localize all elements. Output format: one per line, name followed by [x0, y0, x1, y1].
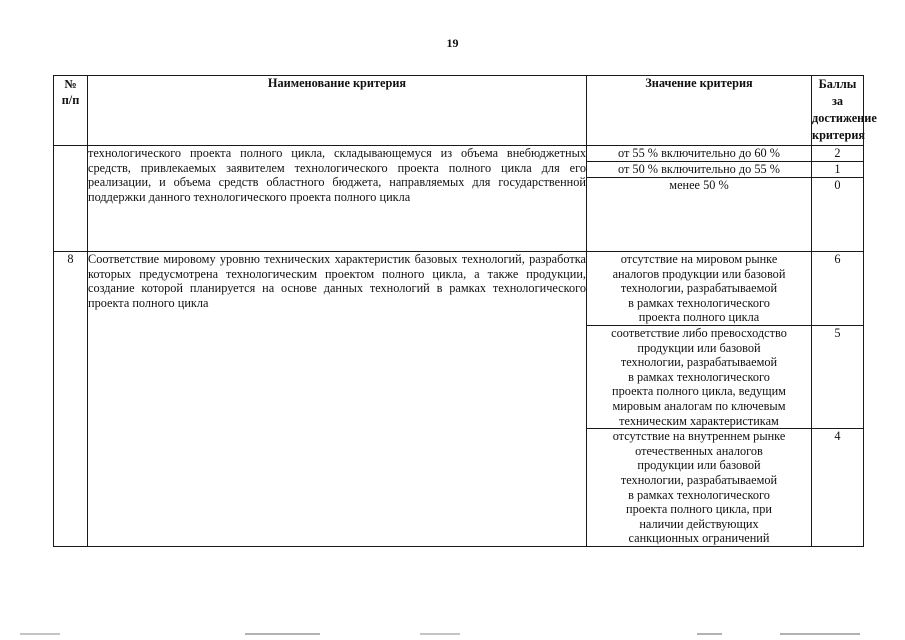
value-line: отсутствие на внутреннем рынке — [612, 429, 786, 444]
value-line: продукции или базовой — [637, 458, 761, 473]
value-line: в рамках технологического — [628, 487, 770, 502]
scan-artifact-line — [780, 633, 860, 635]
value-line: технологии, разрабатываемой — [620, 281, 778, 296]
value-line: наличии действующих — [639, 516, 759, 531]
criteria-table — [53, 75, 877, 547]
value-line: санкционных ограничений — [628, 531, 770, 546]
table-row — [54, 146, 864, 162]
value-line: технологии, разрабатываемой — [620, 355, 778, 370]
value-line: в рамках технологического — [628, 369, 770, 384]
value-line: техническим характеристикам — [619, 413, 779, 428]
scan-artifact-line — [245, 633, 320, 635]
value-line: отсутствие на мировом рынке — [620, 252, 778, 266]
header-points — [812, 76, 877, 146]
scan-artifact-line — [20, 633, 60, 635]
header-points-line: достижение — [812, 111, 877, 125]
header-criterion-name: Наименование критерия — [88, 76, 587, 146]
criterion-value — [587, 429, 812, 547]
criterion-points: 0 — [812, 178, 864, 252]
criterion-name: технологического проекта полного цикла, складывающемуся из объема внебюджетных средств, привлекаемых заявителем технологического проекта полного цикла для его реализации, и объема средств областного бюджета, направляемых для государственной поддержки данного технологического проекта полного цикла — [88, 146, 587, 252]
scan-artifact-line — [420, 633, 460, 635]
header-points-line: за — [831, 94, 844, 108]
criterion-points: 5 — [812, 325, 864, 428]
value-line: отечественных аналогов — [635, 443, 763, 458]
criterion-points: 2 — [812, 146, 864, 162]
value-line: в рамках технологического — [628, 295, 770, 310]
header-number-line: № — [64, 77, 77, 91]
criterion-value — [587, 252, 812, 326]
table-header-row — [54, 76, 864, 146]
row-number — [54, 146, 88, 252]
value-line: мировым аналогам по ключевым — [612, 398, 786, 413]
criterion-value: от 50 % включительно до 55 % — [587, 162, 812, 178]
value-line: аналогов продукции или базовой — [612, 266, 786, 281]
scan-artifact-line — [697, 633, 722, 635]
criterion-points: 6 — [812, 252, 864, 326]
header-criterion-value: Значение критерия — [587, 76, 812, 146]
header-number-line: п/п — [61, 93, 80, 107]
header-points-line: Баллы — [818, 77, 857, 91]
value-line: проекта полного цикла — [638, 310, 760, 325]
header-points-line: критерия — [812, 128, 866, 142]
value-line: технологии, разрабатываемой — [620, 472, 778, 487]
criterion-value: менее 50 % — [587, 178, 812, 252]
criterion-value — [587, 325, 812, 428]
criterion-points: 1 — [812, 162, 864, 178]
value-line: проекта полного цикла, при — [626, 502, 772, 517]
header-number — [54, 76, 88, 146]
value-line: проекта полного цикла, ведущим — [612, 384, 786, 399]
criterion-points: 4 — [812, 429, 864, 547]
criterion-name: Соответствие мировому уровню технических характеристик базовых технологий, разработка которых предусмотрена технологическим проектом полного цикла, а также продукции, создание которой планируется на основе данных технологий в рамках технологического проекта полного цикла — [88, 252, 587, 547]
row-number: 8 — [54, 252, 88, 547]
criterion-value: от 55 % включительно до 60 % — [587, 146, 812, 162]
value-line: соответствие либо превосходство — [611, 325, 787, 340]
table-row — [54, 252, 864, 326]
page-number: 19 — [446, 36, 459, 50]
value-line: продукции или базовой — [637, 340, 761, 355]
